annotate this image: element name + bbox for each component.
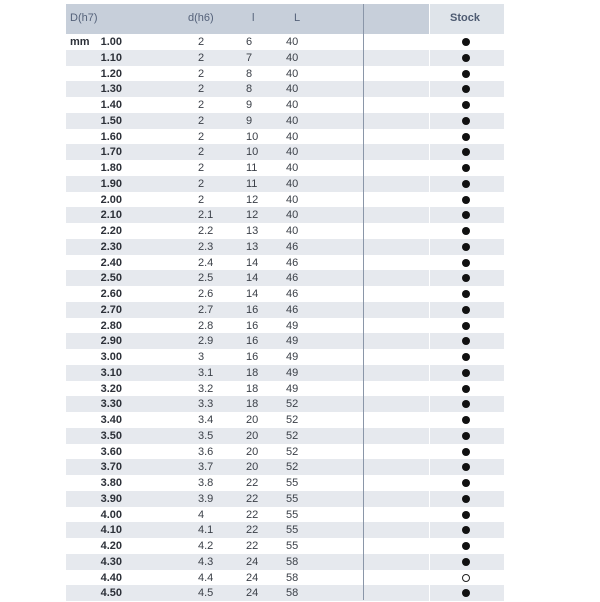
cell-L: 46 bbox=[286, 240, 299, 253]
cell-D: 1.80 bbox=[100, 162, 122, 174]
stock-filled-dot-icon bbox=[462, 353, 470, 361]
cell-d: 4.4 bbox=[198, 571, 214, 584]
stock-filled-dot-icon bbox=[462, 101, 470, 109]
cell-L: 40 bbox=[286, 130, 299, 143]
cell-l: 6 bbox=[246, 36, 253, 48]
cell-L: 40 bbox=[286, 177, 299, 190]
cell-d: 2.5 bbox=[198, 272, 214, 285]
cell-l: 22 bbox=[246, 508, 259, 521]
cell-L: 46 bbox=[286, 256, 299, 269]
cell-l: 12 bbox=[246, 209, 259, 222]
cell-l: 16 bbox=[246, 351, 259, 363]
cell-D: 1.10 bbox=[100, 51, 122, 64]
cell-l: 11 bbox=[246, 177, 258, 190]
cell-l: 16 bbox=[246, 319, 259, 332]
cell-L: 52 bbox=[286, 445, 299, 458]
cell-d: 3.2 bbox=[198, 382, 214, 395]
cell-d: 4.3 bbox=[198, 555, 214, 568]
cell-l: 20 bbox=[246, 429, 259, 442]
cell-L: 46 bbox=[286, 288, 299, 300]
cell-d: 3.9 bbox=[198, 492, 214, 505]
cell-L: 40 bbox=[286, 193, 299, 206]
cell-D: 2.10 bbox=[100, 209, 122, 222]
cell-l: 7 bbox=[246, 51, 253, 64]
cell-L: 55 bbox=[286, 524, 299, 537]
cell-L: 40 bbox=[286, 67, 299, 80]
table-row bbox=[66, 444, 504, 460]
table-row bbox=[66, 554, 504, 570]
table-header bbox=[66, 4, 504, 34]
header-d: d(h6) bbox=[188, 12, 214, 24]
cell-l: 22 bbox=[246, 477, 259, 489]
table-row bbox=[66, 192, 504, 208]
cell-D: 4.20 bbox=[100, 540, 122, 552]
cell-l: 14 bbox=[246, 256, 259, 269]
cell-D: 2.20 bbox=[100, 225, 122, 237]
cell-d: 2 bbox=[198, 177, 205, 190]
cell-d: 2.3 bbox=[198, 240, 214, 253]
cell-L: 55 bbox=[286, 477, 299, 489]
table-row bbox=[66, 538, 504, 554]
stock-column-divider bbox=[363, 4, 364, 600]
cell-d: 3.8 bbox=[198, 477, 214, 489]
cell-L: 55 bbox=[286, 492, 299, 505]
cell-D: 3.00 bbox=[100, 351, 122, 363]
cell-l: 18 bbox=[246, 366, 259, 379]
stock-filled-dot-icon bbox=[462, 511, 470, 519]
stock-filled-dot-icon bbox=[462, 495, 470, 503]
cell-d: 2 bbox=[198, 99, 205, 111]
cell-D: 1.60 bbox=[100, 130, 122, 143]
cell-L: 58 bbox=[286, 587, 299, 600]
cell-D: 3.70 bbox=[100, 461, 122, 474]
stock-filled-dot-icon bbox=[462, 479, 470, 487]
cell-l: 22 bbox=[246, 492, 259, 505]
cell-d: 2.8 bbox=[198, 319, 214, 332]
cell-D: 2.70 bbox=[100, 303, 122, 316]
stock-filled-dot-icon bbox=[462, 432, 470, 440]
stock-filled-dot-icon bbox=[462, 558, 470, 566]
header-background bbox=[66, 4, 429, 34]
table-row bbox=[66, 113, 504, 129]
cell-d: 2 bbox=[198, 146, 205, 159]
cell-d: 4.2 bbox=[198, 540, 214, 552]
table-row bbox=[66, 491, 504, 507]
cell-d: 2 bbox=[198, 193, 205, 206]
table-row bbox=[66, 428, 504, 444]
stock-filled-dot-icon bbox=[462, 448, 470, 456]
table-row bbox=[66, 507, 504, 523]
cell-l: 8 bbox=[246, 83, 253, 96]
stock-filled-dot-icon bbox=[462, 306, 470, 314]
cell-l: 22 bbox=[246, 540, 259, 552]
cell-D: 4.10 bbox=[100, 524, 122, 537]
cell-d: 3 bbox=[198, 351, 205, 363]
cell-D: 3.80 bbox=[100, 477, 122, 489]
cell-D: 3.10 bbox=[100, 366, 122, 379]
stock-filled-dot-icon bbox=[462, 290, 470, 298]
cell-L: 58 bbox=[286, 555, 299, 568]
table-row bbox=[66, 396, 504, 412]
table-row bbox=[66, 412, 504, 428]
cell-D: 4.30 bbox=[100, 555, 122, 568]
cell-d: 2.6 bbox=[198, 288, 214, 300]
stock-filled-dot-icon bbox=[462, 542, 470, 550]
cell-L: 46 bbox=[286, 272, 299, 285]
cell-L: 55 bbox=[286, 508, 299, 521]
header-stock: Stock bbox=[450, 12, 480, 24]
table-row bbox=[66, 302, 504, 318]
header-L: L bbox=[294, 12, 301, 24]
cell-l: 20 bbox=[246, 414, 259, 426]
cell-L: 49 bbox=[286, 319, 299, 332]
cell-l: 11 bbox=[246, 162, 258, 174]
cell-L: 40 bbox=[286, 99, 299, 111]
cell-d: 4.1 bbox=[198, 524, 214, 537]
cell-D: 3.60 bbox=[100, 445, 122, 458]
cell-D: 2.40 bbox=[100, 256, 122, 269]
cell-d: 3.6 bbox=[198, 445, 214, 458]
cell-d: 4.5 bbox=[198, 587, 214, 600]
cell-L: 40 bbox=[286, 146, 299, 159]
cell-L: 40 bbox=[286, 83, 299, 96]
cell-D: 4.00 bbox=[100, 508, 122, 521]
cell-d: 3.5 bbox=[198, 429, 214, 442]
cell-D: 2.50 bbox=[100, 272, 122, 285]
cell-L: 58 bbox=[286, 571, 299, 584]
cell-D: 2.30 bbox=[100, 240, 122, 253]
cell-l: 24 bbox=[246, 587, 259, 600]
stock-filled-dot-icon bbox=[462, 133, 470, 141]
dimension-table bbox=[66, 0, 504, 600]
cell-d: 2.4 bbox=[198, 256, 214, 269]
cell-l: 13 bbox=[246, 240, 259, 253]
cell-d: 2.7 bbox=[198, 303, 214, 316]
table-row bbox=[66, 570, 504, 586]
cell-D: 2.60 bbox=[100, 288, 122, 300]
table-row bbox=[66, 522, 504, 538]
cell-d: 2 bbox=[198, 162, 205, 174]
unit-label: mm bbox=[70, 36, 90, 48]
table-row bbox=[66, 365, 504, 381]
cell-D: 1.70 bbox=[100, 146, 122, 159]
cell-L: 40 bbox=[286, 51, 299, 64]
cell-l: 14 bbox=[246, 272, 259, 285]
table-row bbox=[66, 144, 504, 160]
cell-l: 12 bbox=[246, 193, 259, 206]
stock-filled-dot-icon bbox=[462, 416, 470, 424]
cell-d: 2.1 bbox=[198, 209, 214, 222]
cell-L: 49 bbox=[286, 335, 299, 348]
cell-L: 52 bbox=[286, 429, 299, 442]
table-row bbox=[66, 34, 504, 50]
cell-L: 40 bbox=[286, 114, 299, 127]
table-row bbox=[66, 349, 504, 365]
cell-D: 2.00 bbox=[100, 193, 122, 206]
cell-D: 1.00 bbox=[100, 36, 122, 48]
stock-filled-dot-icon bbox=[462, 117, 470, 125]
cell-l: 20 bbox=[246, 461, 259, 474]
table-row bbox=[66, 207, 504, 223]
cell-D: 1.30 bbox=[100, 83, 122, 96]
cell-L: 49 bbox=[286, 366, 299, 379]
cell-D: 2.80 bbox=[100, 319, 122, 332]
cell-l: 13 bbox=[246, 225, 259, 237]
table-row bbox=[66, 239, 504, 255]
table-row bbox=[66, 333, 504, 349]
stock-filled-dot-icon bbox=[462, 180, 470, 188]
cell-l: 18 bbox=[246, 398, 259, 411]
cell-l: 24 bbox=[246, 555, 259, 568]
cell-d: 3.1 bbox=[198, 366, 214, 379]
stock-filled-dot-icon bbox=[462, 54, 470, 62]
cell-d: 2 bbox=[198, 130, 205, 143]
cell-d: 3.4 bbox=[198, 414, 214, 426]
cell-d: 2 bbox=[198, 51, 205, 64]
cell-l: 10 bbox=[246, 146, 259, 159]
table-row bbox=[66, 585, 504, 601]
table-row bbox=[66, 97, 504, 113]
cell-L: 46 bbox=[286, 303, 299, 316]
cell-L: 40 bbox=[286, 225, 299, 237]
table-row bbox=[66, 176, 504, 192]
cell-d: 4 bbox=[198, 508, 205, 521]
cell-l: 22 bbox=[246, 524, 259, 537]
cell-d: 3.7 bbox=[198, 461, 214, 474]
cell-d: 2 bbox=[198, 83, 205, 96]
cell-l: 16 bbox=[246, 303, 259, 316]
stock-filled-dot-icon bbox=[462, 243, 470, 251]
cell-D: 4.50 bbox=[100, 587, 122, 600]
header-D: D(h7) bbox=[70, 12, 98, 24]
cell-L: 49 bbox=[286, 382, 299, 395]
table-row bbox=[66, 223, 504, 239]
cell-l: 10 bbox=[246, 130, 259, 143]
cell-D: 3.50 bbox=[100, 429, 122, 442]
table-row bbox=[66, 129, 504, 145]
table-row bbox=[66, 381, 504, 397]
cell-l: 24 bbox=[246, 571, 259, 584]
cell-l: 9 bbox=[246, 99, 253, 111]
table-row bbox=[66, 270, 504, 286]
cell-L: 40 bbox=[286, 209, 299, 222]
table-row bbox=[66, 160, 504, 176]
table-row bbox=[66, 50, 504, 66]
cell-D: 3.30 bbox=[100, 398, 122, 411]
cell-D: 2.90 bbox=[100, 335, 122, 348]
stock-filled-dot-icon bbox=[462, 70, 470, 78]
table-row bbox=[66, 459, 504, 475]
cell-d: 2.9 bbox=[198, 335, 214, 348]
cell-d: 2 bbox=[198, 67, 205, 80]
stock-filled-dot-icon bbox=[462, 164, 470, 172]
cell-l: 14 bbox=[246, 288, 259, 300]
cell-d: 3.3 bbox=[198, 398, 214, 411]
cell-D: 3.90 bbox=[100, 492, 122, 505]
stock-filled-dot-icon bbox=[462, 385, 470, 393]
cell-D: 1.90 bbox=[100, 177, 122, 190]
stock-filled-dot-icon bbox=[462, 259, 470, 267]
header-l: l bbox=[252, 12, 255, 24]
cell-d: 2 bbox=[198, 114, 205, 127]
cell-L: 49 bbox=[286, 351, 299, 363]
cell-L: 40 bbox=[286, 36, 299, 48]
stock-hollow-dot-icon bbox=[462, 574, 470, 582]
table-row bbox=[66, 255, 504, 271]
cell-l: 20 bbox=[246, 445, 259, 458]
stock-filled-dot-icon bbox=[462, 322, 470, 330]
cell-D: 1.20 bbox=[100, 67, 122, 80]
cell-L: 52 bbox=[286, 414, 299, 426]
table-row bbox=[66, 318, 504, 334]
stock-filled-dot-icon bbox=[462, 369, 470, 377]
cell-d: 2.2 bbox=[198, 225, 214, 237]
cell-d: 2 bbox=[198, 36, 205, 48]
table-row bbox=[66, 475, 504, 491]
cell-l: 16 bbox=[246, 335, 259, 348]
cell-L: 40 bbox=[286, 162, 299, 174]
table-row bbox=[66, 66, 504, 82]
cell-D: 1.40 bbox=[100, 99, 122, 111]
cell-D: 3.20 bbox=[100, 382, 122, 395]
table-row bbox=[66, 286, 504, 302]
cell-L: 52 bbox=[286, 461, 299, 474]
cell-L: 52 bbox=[286, 398, 299, 411]
cell-D: 4.40 bbox=[100, 571, 122, 584]
cell-l: 8 bbox=[246, 67, 253, 80]
cell-D: 1.50 bbox=[100, 114, 122, 127]
stock-filled-dot-icon bbox=[462, 196, 470, 204]
cell-D: 3.40 bbox=[100, 414, 122, 426]
stock-filled-dot-icon bbox=[462, 38, 470, 46]
cell-L: 55 bbox=[286, 540, 299, 552]
stock-filled-dot-icon bbox=[462, 227, 470, 235]
cell-l: 18 bbox=[246, 382, 259, 395]
table-row bbox=[66, 81, 504, 97]
cell-l: 9 bbox=[246, 114, 253, 127]
